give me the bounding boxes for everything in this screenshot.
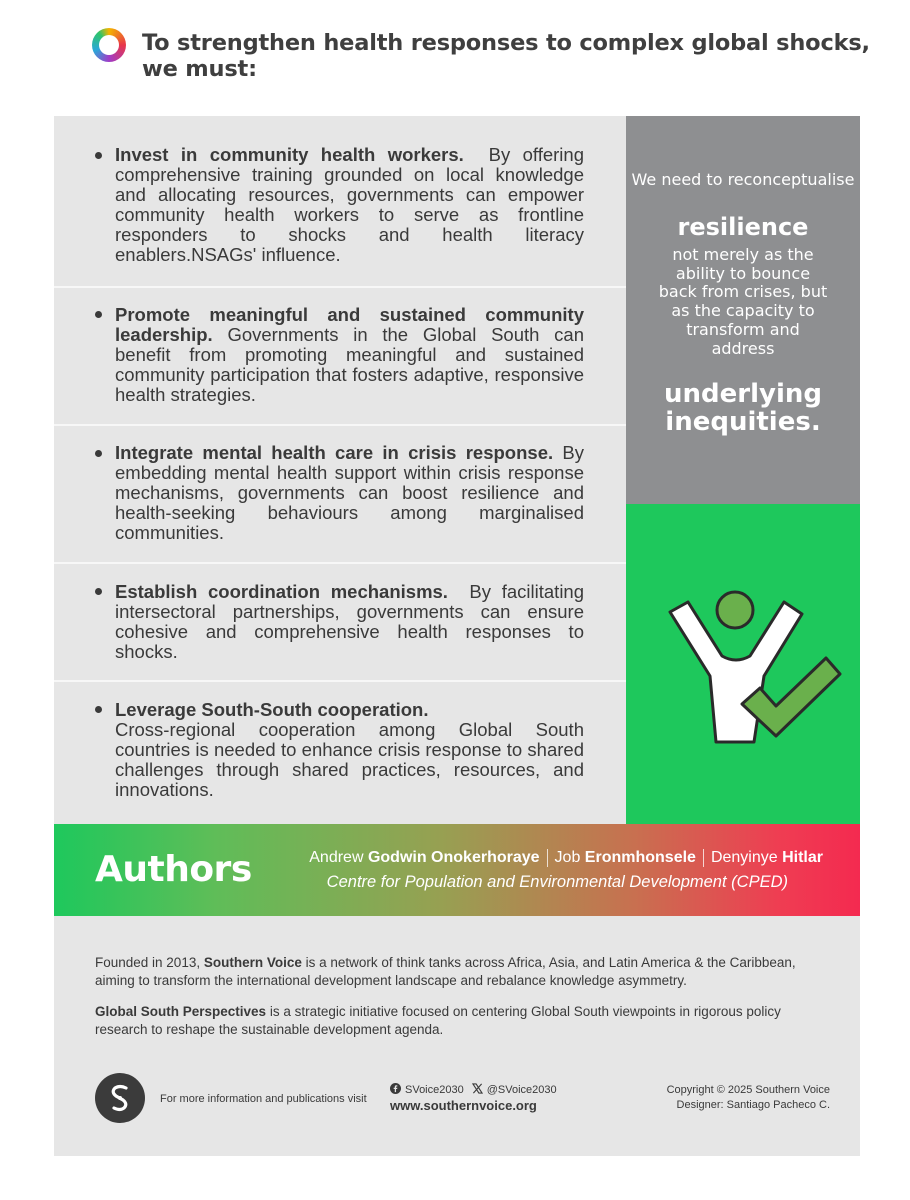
resilience-callout: [626, 116, 860, 504]
callout-middle-text: not merely as the ability to bounce back from crises, but as the capacity to transform and address: [658, 245, 828, 358]
authors-banner: [54, 824, 860, 916]
recommendation-text: [115, 700, 584, 800]
recommendation-text: [115, 582, 584, 662]
bullet-icon: [95, 450, 102, 457]
author-names: [278, 848, 823, 868]
recommendation-body: Governments in the Global South can benefit from promoting meaningful and sustained community participation that fosters adaptive, responsive health strategies.: [115, 324, 584, 405]
author-separator: [547, 849, 548, 867]
southern-voice-logo: [95, 1073, 145, 1123]
callout-highlight-inequities: underlying inequities.: [664, 379, 822, 437]
list-item: [54, 288, 626, 426]
website-link[interactable]: www.southernvoice.org: [390, 1098, 537, 1113]
author-first-name: Andrew: [309, 849, 364, 866]
illustration-panel: [626, 504, 860, 824]
recommendation-text: [115, 443, 584, 543]
colorful-ring-logo: [92, 28, 126, 62]
author-last-name: Godwin Onokerhoraye: [367, 849, 540, 866]
author-first-name: Denyinye: [710, 849, 778, 866]
recommendation-heading: Establish coordination mechanisms.: [115, 581, 448, 602]
initiative-name: Global South Perspectives: [95, 1004, 267, 1019]
recommendation-body: Cross-regional cooperation among Global South countries is needed to enhance crisis response to shared challenges through shared practices, resources, and innovations.: [115, 719, 584, 800]
recommendation-heading: Integrate mental health care in crisis response.: [115, 442, 554, 463]
recommendation-text: [115, 145, 584, 265]
recommendation-heading: Invest in community health workers.: [115, 144, 464, 165]
more-info-text: For more information and publications visit: [160, 1093, 367, 1105]
list-item: [54, 682, 626, 824]
copyright-text: Copyright © 2025 Southern Voice: [666, 1084, 830, 1096]
bullet-icon: [95, 152, 102, 159]
southern-voice-s-icon: [95, 1073, 145, 1123]
page-title: To strengthen health responses to complex global shocks, we must:: [142, 30, 870, 82]
about-prefix: Founded in 2013,: [95, 955, 201, 970]
recommendations-list: [54, 116, 626, 824]
list-item: [54, 116, 626, 288]
recommendation-body: By facilitating intersectoral partnerships, governments can ensure cohesive and comprehensive health responses to shocks.: [115, 581, 585, 662]
facebook-handle[interactable]: SVoice2030: [405, 1084, 464, 1096]
recommendation-heading: Promote meaningful and sustained community leadership.: [115, 304, 584, 345]
author-organization: Centre for Population and Environmental Development (CPED): [326, 873, 788, 891]
recommendation-text: [115, 305, 584, 405]
recommendation-body: By embedding mental health support within crisis response mechanisms, governments can boost resilience and health-seeking behaviours among marginalised communities.: [115, 442, 585, 543]
author-first-name: Job: [554, 849, 581, 866]
designer-credit: Designer: Santiago Pacheco C.: [676, 1099, 830, 1111]
list-item: [54, 564, 626, 682]
bullet-icon: [95, 706, 102, 713]
recommendations-section: [54, 116, 860, 824]
about-org-name: Southern Voice: [203, 955, 302, 970]
twitter-handle[interactable]: @SVoice2030: [486, 1084, 557, 1096]
about-paragraph: [95, 954, 825, 990]
recommendation-heading: Leverage South-South cooperation.: [115, 699, 429, 720]
author-separator: [703, 849, 704, 867]
footer: [54, 916, 860, 1156]
initiative-text: is a strategic initiative focused on centering Global South viewpoints in rigorous policy research to reshape the sustainable development agenda.: [95, 1004, 781, 1037]
callout-intro: We need to reconceptualise: [631, 170, 855, 189]
person-with-checkmark-icon: [626, 504, 860, 824]
about-text: is a network of think tanks across Africa, Asia, and Latin America & the Caribbean, aiming to transform the international development landscape and rebalance knowledge asymmetry.: [95, 955, 796, 988]
author-last-name: Hitlar: [782, 849, 823, 866]
author-last-name: Eronmhonsele: [584, 849, 696, 866]
recommendation-body: By offering comprehensive training grounded on local knowledge and allocating resources, governments can empower community health workers to serve as frontline responders to shocks and health literacy enablers.NSAGs' influence.: [115, 144, 584, 265]
initiative-paragraph: [95, 1003, 825, 1039]
social-links: [390, 1083, 557, 1097]
facebook-icon[interactable]: [390, 1083, 401, 1094]
credits: [614, 1083, 830, 1113]
list-item: [54, 426, 626, 564]
bullet-icon: [95, 311, 102, 318]
callout-highlight-resilience: resilience: [677, 213, 809, 241]
bullet-icon: [95, 588, 102, 595]
authors-label: Authors: [95, 849, 252, 890]
x-twitter-icon[interactable]: [472, 1083, 483, 1094]
